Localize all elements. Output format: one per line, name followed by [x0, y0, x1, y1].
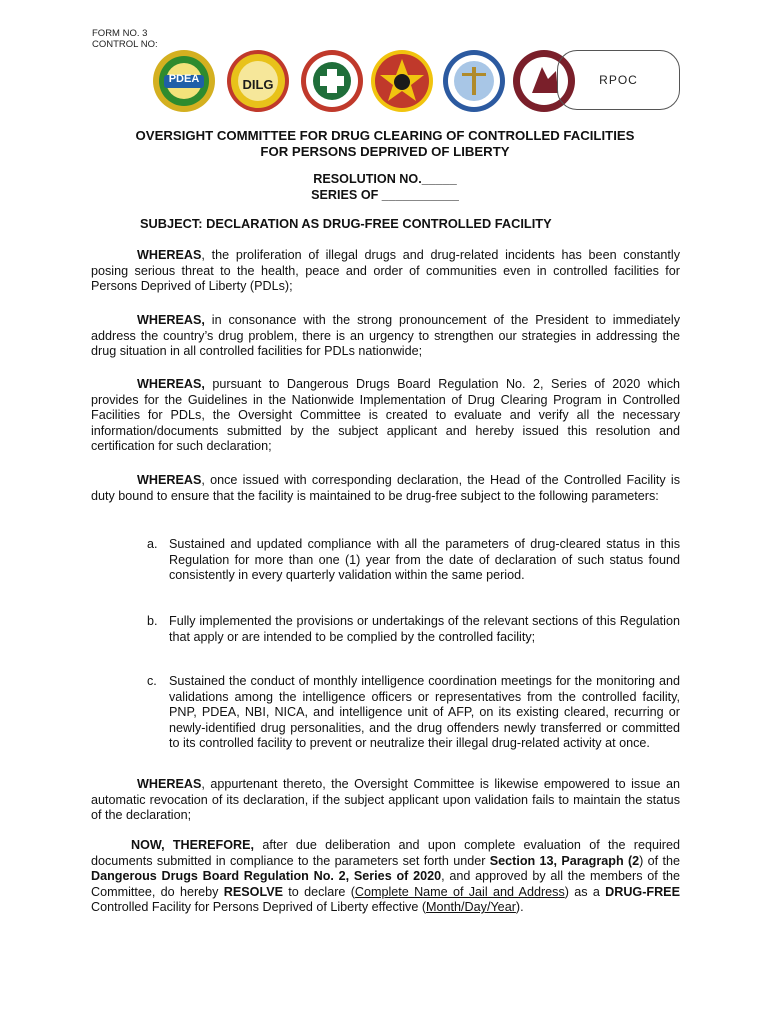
list-marker: b. — [147, 614, 158, 628]
list-item-text: Fully implemented the provisions or undertakings of the relevant sections of this Regulation that apply or are intended to be complied by the controlled facility; — [169, 614, 680, 644]
list-item-a — [147, 537, 680, 584]
drug-free-keyword: DRUG-FREE — [605, 884, 680, 899]
document-title — [0, 128, 770, 160]
resolve-paragraph: NOW, THEREFORE, after due deliberation and upon complete evaluation of the required documents submitted in compliance to the parameters set forth under Section 13, Paragraph (2) of the Dangerous Drugs Board Regulation No. 2, Series of 2020, and approved by all the members of the Committee, do hereby RESOLVE to declare (Complete Name of Jail and Address) as a DRUG-FREE Controlled Facility for Persons Deprived of Liberty effective (Month/Day/Year). — [91, 838, 681, 915]
paragraph-text: the proliferation of illegal drugs and drug-related incidents has been constantly posing serious threat to the health, peace and order of communities even in controlled facilities for Persons Deprived of Liberty (PDLs); — [91, 248, 680, 294]
rpoc-label: RPOC — [599, 73, 638, 87]
jail-name-placeholder: Complete Name of Jail and Address — [354, 884, 565, 899]
resolve-keyword: RESOLVE — [223, 884, 284, 899]
whereas-paragraph-5 — [91, 777, 680, 824]
whereas-keyword: WHEREAS — [137, 777, 202, 791]
paragraph-text: pursuant to Dangerous Drugs Board Regulation No. 2, Series of 2020 which provides for the Guidelines in the Nationwide Implementation of Drug Clearing Program in Controlled Facilities for PDLs, the Oversight Committee is created to evaluate and verify all the necessary information/documents submitted by the subject applicant and hereby issued this resolution and certification for such declaration; — [91, 377, 680, 454]
list-item-text: Sustained the conduct of monthly intelligence coordination meetings for the monitoring and validations among the intelligence officers or representatives from the controlled facility, PNP, PDEA, NBI, NICA, and intelligence unit of AFP, on its existing cleared, recurring or newly-identified drug personalities, and the drug offenders newly transferred or committed to its controlled facility to prevent or neutralize their illegal drug-related activity at once. — [169, 674, 680, 751]
resolution-series: SERIES OF ___________ — [311, 187, 459, 202]
form-meta — [92, 28, 158, 50]
whereas-keyword: WHEREAS — [137, 377, 202, 391]
title-line-1: OVERSIGHT COMMITTEE FOR DRUG CLEARING OF CONTROLLED FACILITIES — [135, 128, 635, 143]
pnp-seal-logo — [370, 49, 434, 113]
rpoc-seal-placeholder — [557, 50, 680, 110]
list-item-c — [147, 674, 680, 752]
list-marker: c. — [147, 674, 157, 688]
doh-seal-logo — [300, 49, 364, 113]
list-marker: a. — [147, 537, 158, 551]
resolution-header — [0, 172, 770, 203]
paragraph-text: in consonance with the strong pronouncement of the President to immediately address the country’s drug problem, there is an urgency to strengthen our strategies in addressing the drug situation in all controlled facilities for PDLs nationwide; — [91, 313, 680, 359]
section-reference: Section 13, Paragraph (2 — [489, 853, 640, 868]
form-number: FORM NO. 3 — [92, 28, 148, 39]
whereas-keyword: WHEREAS — [137, 248, 202, 262]
paragraph-text: , appurtenant thereto, the Oversight Committee is likewise empowered to issue an automatic revocation of its declaration, if the subject applicant upon validation fails to maintain the status of the declaration; — [91, 777, 680, 823]
whereas-paragraph-1: WHEREAS, the proliferation of illegal drugs and drug-related incidents has been constantly posing serious threat to the health, peace and order of communities even in controlled facilities for Persons Deprived of Liberty (PDLs); — [91, 248, 680, 294]
whereas-keyword: WHEREAS — [137, 313, 202, 327]
dilg-logo-text: DILG — [242, 77, 274, 92]
effective-date-placeholder: Month/Day/Year — [426, 900, 516, 915]
resolution-number: RESOLUTION NO._____ — [313, 172, 457, 186]
whereas-keyword: WHEREAS — [137, 473, 202, 487]
list-item-b — [147, 614, 680, 645]
list-item-text: Sustained and updated compliance with all the parameters of drug-cleared status in this Regulation for more than one (1) year from the date of declaration of such status found consistently in every quarterly validation within the same period. — [169, 537, 680, 583]
doj-seal-logo — [442, 49, 506, 113]
title-line-2: FOR PERSONS DEPRIVED OF LIBERTY — [260, 144, 510, 159]
pdea-logo-text: PDEA — [168, 73, 200, 85]
subject-line: SUBJECT: DECLARATION AS DRUG-FREE CONTROLLED FACILITY — [140, 216, 552, 231]
now-therefore: NOW, THEREFORE, — [131, 838, 255, 852]
whereas-paragraph-4 — [91, 473, 680, 504]
regulation-reference: Dangerous Drugs Board Regulation No. 2, Series of 2020 — [91, 869, 442, 884]
control-number: CONTROL NO: — [92, 39, 158, 50]
paragraph-text: , once issued with corresponding declaration, the Head of the Controlled Facility is duty bound to ensure that the facility is maintained to be drug-free subject to the following parameters: — [91, 473, 680, 503]
whereas-paragraph-2: WHEREAS, in consonance with the strong pronouncement of the President to immediately address the country’s drug problem, there is an urgency to strengthen our strategies in addressing the drug situation in all controlled facilities for PDLs nationwide; — [91, 313, 680, 359]
whereas-paragraph-3: WHEREAS, pursuant to Dangerous Drugs Board Regulation No. 2, Series of 2020 which provides for the Guidelines in the Nationwide Implementation of Drug Clearing Program in Controlled Facilities for PDLs, the Oversight Committee is created to evaluate and verify all the necessary information/documents submitted by the subject applicant and hereby issued this resolution and certification for such declaration; — [91, 377, 680, 454]
